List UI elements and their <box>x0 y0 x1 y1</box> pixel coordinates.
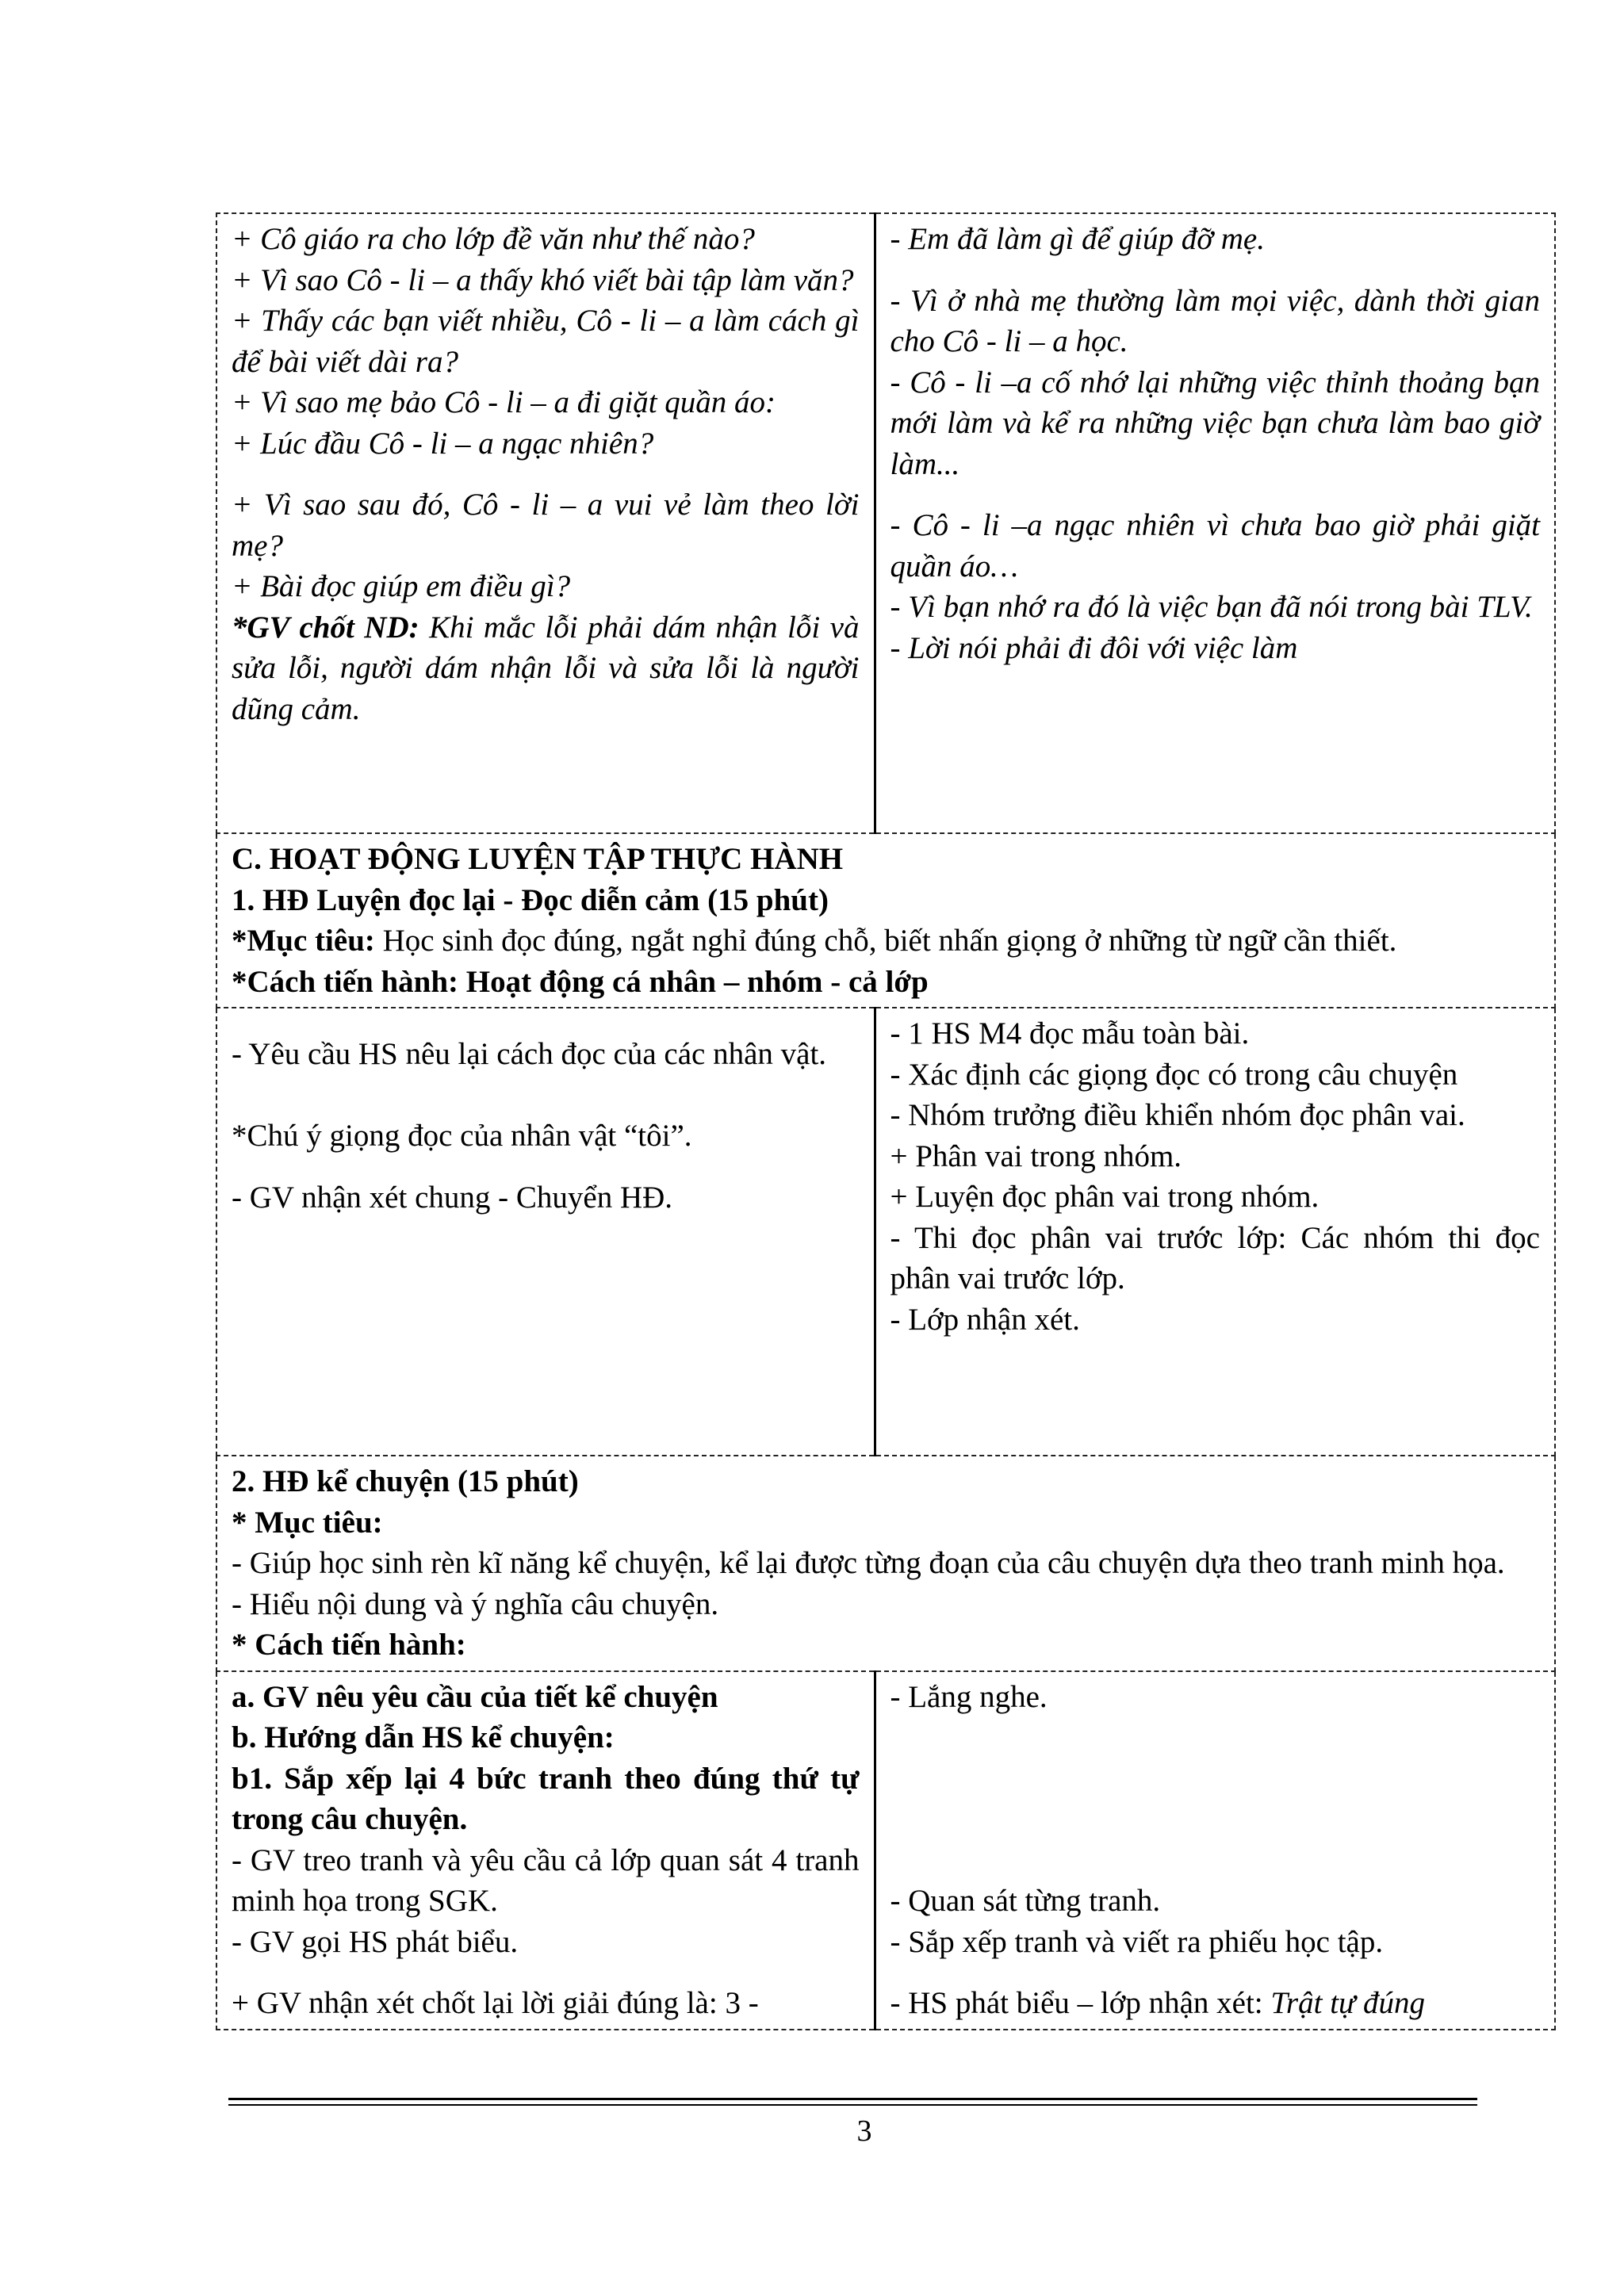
spacer <box>232 464 860 484</box>
answer-4: - Cô - li –a ngạc nhiên vì chưa bao giờ phải giặt quần áo… <box>890 508 1540 584</box>
spacer <box>232 1962 860 1983</box>
student-column <box>875 213 1555 833</box>
student-step: - Lắng nghe. <box>890 1679 1048 1714</box>
student-step: - Thi đọc phân vai trước lớp: Các nhóm thi đọc phân vai trước lớp. <box>890 1220 1540 1295</box>
student-step: - Nhóm trưởng điều khiển nhóm đọc phân vai. <box>890 1098 1465 1132</box>
spacer <box>891 484 1541 505</box>
procedure: *Cách tiến hành: Hoạt động cá nhân – nhóm - cả lớp <box>232 964 929 999</box>
procedure-label: * Cách tiến hành: <box>232 1628 466 1662</box>
section-c-cell <box>216 833 1555 1008</box>
student-step: - Lớp nhận xét. <box>890 1302 1080 1337</box>
answer-1: - Em đã làm gì để giúp đỡ mẹ. <box>890 222 1265 256</box>
spacer <box>891 1758 1541 1800</box>
student-step: + Luyện đọc phân vai trong nhóm. <box>890 1180 1320 1214</box>
student-step: + Phân vai trong nhóm. <box>890 1138 1182 1173</box>
teacher-column <box>216 213 875 833</box>
spacer <box>891 260 1541 281</box>
objective-item: - Giúp học sinh rèn kĩ năng kể chuyện, kể lại được từng đoạn của câu chuyện dựa theo tranh minh họa. <box>232 1546 1505 1580</box>
step-heading: b1. Sắp xếp lại 4 bức tranh theo đúng thứ tự trong câu chuyện. <box>232 1761 860 1836</box>
spacer <box>891 1840 1541 1881</box>
step-heading: a. GV nêu yêu cầu của tiết kể chuyện <box>232 1679 718 1714</box>
teacher-step: - Yêu cầu HS nêu lại cách đọc của các nhân vật. <box>232 1037 827 1071</box>
table-row <box>216 213 1555 833</box>
story-section-cell <box>216 1456 1555 1671</box>
student-step: - Quan sát từng tranh. <box>890 1884 1161 1918</box>
objective <box>232 920 1540 962</box>
student-step: - Sắp xếp tranh và viết ra phiếu học tập. <box>890 1924 1384 1959</box>
spacer <box>891 1799 1541 1840</box>
question-3: + Thấy các bạn viết nhiều, Cô - li – a làm cách gì để bài viết dài ra? <box>232 304 860 379</box>
content-conclusion <box>232 607 860 730</box>
teacher-step: - GV treo tranh và yêu cầu cả lớp quan sát 4 tranh minh họa trong SGK. <box>232 1843 860 1918</box>
student-step: - Xác định các giọng đọc có trong câu chuyện <box>890 1057 1458 1092</box>
table-row <box>216 1008 1555 1456</box>
student-column <box>875 1008 1555 1456</box>
conclusion-label: *GV chốt ND: <box>232 610 419 645</box>
question-1: + Cô giáo ra cho lớp đề văn như thế nào? <box>232 222 755 256</box>
objective-label: * Mục tiêu: <box>232 1505 383 1540</box>
question-2: + Vì sao Cô - li – a thấy khó viết bài tập làm văn? <box>232 262 854 297</box>
student-step-text: - HS phát biểu – lớp nhận xét: <box>890 1986 1271 2020</box>
table-row <box>216 1671 1555 2030</box>
answer-3: - Cô - li –a cố nhớ lại những việc thỉnh thoảng bạn mới làm và kể ra những việc bạn chưa làm bao giờ làm... <box>890 365 1540 481</box>
student-step <box>891 1983 1541 2024</box>
spacer <box>232 1013 860 1034</box>
answer-5: - Vì bạn nhớ ra đó là việc bạn đã nói trong bài TLV. <box>890 590 1533 624</box>
step-heading: b. Hướng dẫn HS kể chuyện: <box>232 1720 615 1755</box>
question-4: + Vì sao mẹ bảo Cô - li – a đi giặt quần áo: <box>232 385 776 419</box>
conclusion-text: Khi mắc lỗi phải dám nhận lỗi và sửa lỗi, người dám nhận lỗi và sửa lỗi là người dũng cảm. <box>232 610 860 726</box>
teacher-step: - GV nhận xét chung - Chuyển HĐ. <box>232 1180 673 1215</box>
answer-6: - Lời nói phải đi đôi với việc làm <box>890 630 1298 665</box>
section-heading: C. HOẠT ĐỘNG LUYỆN TẬP THỰC HÀNH <box>232 842 844 876</box>
answer-2: - Vì ở nhà mẹ thường làm mọi việc, dành thời gian cho Cô - li – a học. <box>890 283 1540 358</box>
page-number: 3 <box>856 2114 872 2148</box>
question-6: + Vì sao sau đó, Cô - li – a vui vẻ làm theo lời mẹ? <box>232 488 860 563</box>
spacer <box>891 1962 1541 1983</box>
table-row <box>216 1456 1555 1671</box>
activity-title: 1. HĐ Luyện đọc lại - Đọc diễn cảm (15 phút) <box>232 882 829 917</box>
question-7: + Bài đọc giúp em điều gì? <box>232 569 571 603</box>
table-row <box>216 833 1555 1008</box>
student-column <box>875 1671 1555 2030</box>
teacher-column <box>216 1671 875 2030</box>
objective-item: - Hiểu nội dung và ý nghĩa câu chuyện. <box>232 1586 719 1621</box>
spacer <box>232 1075 860 1116</box>
teacher-step: + GV nhận xét chốt lại lời giải đúng là: 3 - <box>232 1986 759 2020</box>
footer-rule <box>228 2098 1477 2106</box>
teacher-step: - GV gọi HS phát biểu. <box>232 1924 519 1959</box>
teacher-step: *Chú ý giọng đọc của nhân vật “tôi”. <box>232 1119 692 1153</box>
student-step: - 1 HS M4 đọc mẫu toàn bài. <box>890 1016 1250 1050</box>
question-5: + Lúc đầu Cô - li – a ngạc nhiên? <box>232 426 654 461</box>
teacher-column <box>216 1008 875 1456</box>
spacer <box>232 1157 860 1177</box>
spacer <box>891 1717 1541 1758</box>
objective-text: Học sinh đọc đúng, ngắt nghỉ đúng chỗ, biết nhấn giọng ở những từ ngữ cần thiết. <box>374 924 1397 958</box>
activity-title: 2. HĐ kể chuyện (15 phút) <box>232 1464 579 1498</box>
lesson-plan-table <box>216 212 1556 2030</box>
student-step-italic: Trật tự đúng <box>1270 1986 1426 2020</box>
objective-label: *Mục tiêu: <box>232 924 375 958</box>
